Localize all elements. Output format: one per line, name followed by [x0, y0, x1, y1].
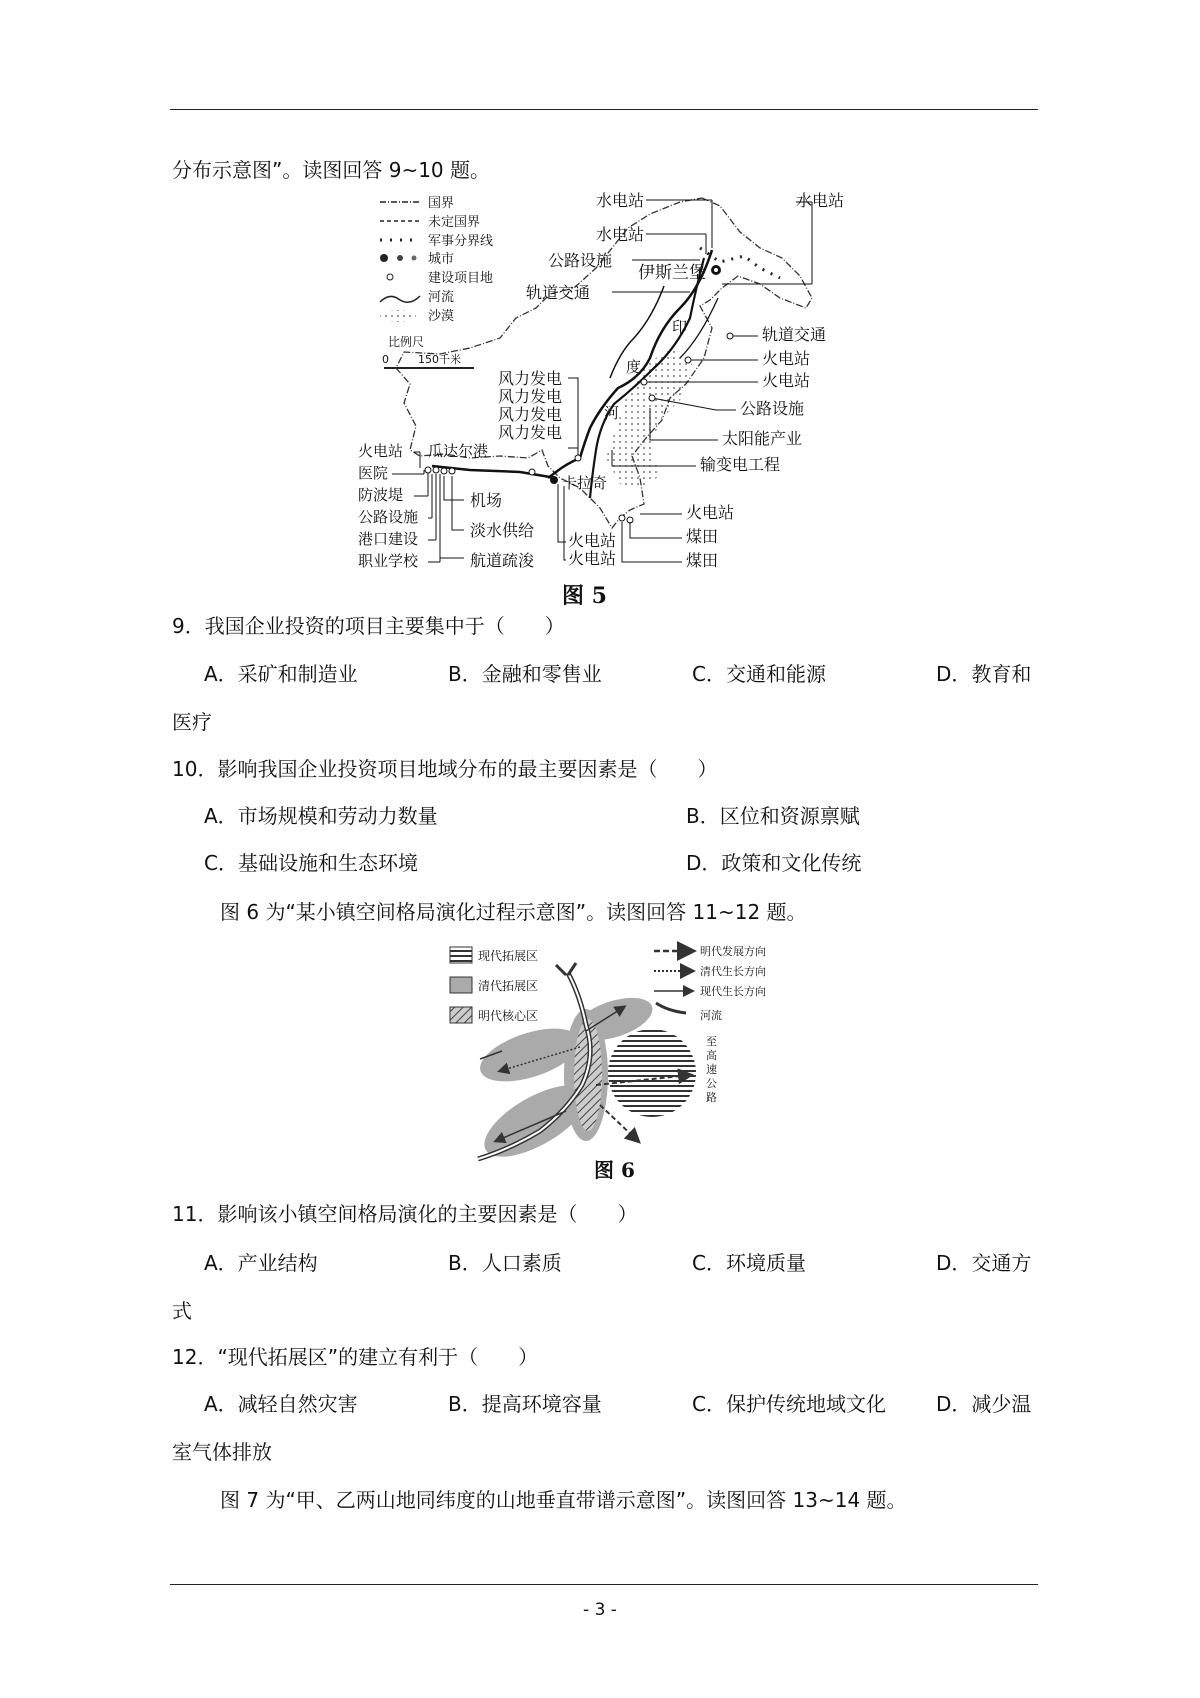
q9-option-d-continued: 医疗: [172, 710, 212, 734]
q12-option-c: C．保护传统地域文化: [692, 1392, 886, 1416]
label-thermal-r1: 火电站: [762, 349, 811, 368]
q10-option-b: B．区位和资源禀赋: [686, 804, 860, 828]
legend-item-5: 河流: [428, 290, 455, 305]
fig6-legend-left: [450, 947, 538, 1023]
svg-text:公: 公: [706, 1077, 717, 1090]
label-wind-1: 风力发电: [498, 369, 563, 388]
legend-qing-area: 清代拓展区: [478, 979, 539, 993]
legend-item-1: 未定国界: [428, 215, 481, 230]
q11-option-d: D．交通方: [936, 1251, 1032, 1275]
intro-fig6: 图 6 为“某小镇空间格局演化过程示意图”。读图回答 11~12 题。: [220, 900, 807, 924]
label-hydro-1: 水电站: [596, 191, 645, 210]
legend-item-3: 城市: [428, 252, 455, 267]
label-transmission: 输变电工程: [700, 455, 781, 474]
label-coalfield-1: 煤田: [686, 527, 719, 546]
label-thermal-s2: 火电站: [568, 549, 617, 568]
svg-text:至: 至: [706, 1035, 717, 1048]
label-wind-2: 风力发电: [498, 387, 563, 406]
port-gwadar: 瓜达尔港: [428, 442, 489, 460]
figure-6-town-diagram: [0, 935, 1200, 1185]
q10-stem: 10．影响我国企业投资项目地域分布的最主要因素是（ ）: [172, 757, 718, 781]
figure-5-caption: 图 5: [562, 583, 607, 609]
q11-option-c: C．环境质量: [692, 1251, 806, 1275]
label-airport: 机场: [470, 491, 503, 510]
fig5-bottom-labels: [440, 476, 534, 570]
legend-qing-direction: 清代生长方向: [700, 965, 766, 978]
q11-option-a: A．产业结构: [204, 1251, 318, 1275]
q12-option-d-continued: 室气体排放: [172, 1440, 272, 1464]
label-thermal-s1: 火电站: [568, 531, 617, 550]
scale-zero: 0: [382, 353, 389, 366]
legend-ming-direction: 明代发展方向: [700, 945, 766, 958]
fig5-top-labels: [526, 191, 844, 302]
city-islamabad: 伊斯兰堡: [638, 263, 706, 283]
label-solar: 太阳能产业: [722, 429, 803, 448]
fig6-highway-label: [706, 1035, 717, 1104]
legend-item-4: 建设项目地: [428, 271, 494, 286]
label-breakwater: 防波堤: [358, 486, 404, 504]
svg-text:高: 高: [706, 1049, 717, 1062]
svg-text:速: 速: [706, 1063, 717, 1076]
label-rail-right: 轨道交通: [762, 325, 827, 344]
q12-option-b: B．提高环境容量: [448, 1392, 602, 1416]
label-road-top: 公路设施: [548, 251, 613, 270]
fig5-south-labels: [558, 484, 616, 568]
label-water-supply: 淡水供给: [470, 521, 535, 540]
fig5-southeast-labels: [619, 503, 734, 570]
q11-option-b: B．人口素质: [448, 1251, 562, 1275]
modern-area: [608, 1029, 696, 1117]
label-dredging: 航道疏浚: [470, 551, 535, 570]
legend-modern-area: 现代拓展区: [478, 949, 539, 963]
label-port-construction: 港口建设: [358, 530, 419, 548]
legend-item-0: 国界: [428, 196, 455, 211]
q9-option-a: A．采矿和制造业: [204, 662, 358, 686]
label-thermal-left: 火电站: [358, 442, 404, 460]
q9-option-b: B．金融和零售业: [448, 662, 602, 686]
legend-river: 河流: [700, 1009, 722, 1022]
fig5-legend: [380, 196, 493, 368]
label-road-right: 公路设施: [740, 399, 805, 418]
intro-fig7: 图 7 为“甲、乙两山地同纬度的山地垂直带谱示意图”。读图回答 13~14 题。: [220, 1488, 907, 1512]
q9-option-d: D．教育和: [936, 662, 1032, 686]
label-wind-3: 风力发电: [498, 405, 563, 424]
label-wind-4: 风力发电: [498, 423, 563, 442]
figure-6-caption: 图 6: [594, 1158, 635, 1182]
label-thermal-r2: 火电站: [762, 371, 811, 390]
q11-option-d-continued: 式: [172, 1299, 192, 1323]
q12-option-a: A．减轻自然灾害: [204, 1392, 358, 1416]
label-thermal-se: 火电站: [686, 503, 735, 522]
q10-option-d: D．政策和文化传统: [686, 851, 862, 875]
fig6-legend-right: [654, 944, 766, 1022]
q10-option-c: C．基础设施和生态环境: [204, 851, 418, 875]
river-label-2: 度: [626, 358, 642, 376]
label-coalfield-2: 煤田: [686, 551, 719, 570]
figure-5-map: [0, 188, 1200, 618]
legend-item-6: 沙漠: [428, 309, 455, 324]
label-hospital: 医院: [358, 464, 389, 482]
label-vocational-school: 职业学校: [358, 552, 419, 570]
footer-rule: [170, 1584, 1038, 1585]
fig5-wind-labels: [498, 369, 581, 461]
intro-fig5: 分布示意图”。读图回答 9~10 题。: [172, 158, 491, 182]
scale-title: 比例尺: [388, 335, 425, 349]
city-karachi: 卡拉奇: [562, 474, 608, 492]
q12-stem: 12．“现代拓展区”的建立有利于（ ）: [172, 1345, 539, 1369]
q9-stem: 9．我国企业投资的项目主要集中于（ ）: [172, 614, 565, 638]
q10-option-a: A．市场规模和劳动力数量: [204, 804, 438, 828]
label-hydro-2: 水电站: [596, 225, 645, 244]
legend-ming-core: 明代核心区: [478, 1009, 539, 1023]
legend-modern-direction: 现代生长方向: [700, 985, 766, 998]
label-road-left: 公路设施: [358, 508, 419, 526]
page-number: - 3 -: [583, 1600, 617, 1620]
q9-option-c: C．交通和能源: [692, 662, 826, 686]
label-hydro-3: 水电站: [796, 191, 845, 210]
river-label-1: 印: [672, 318, 688, 336]
scale-value: 150千米: [418, 353, 461, 366]
river-label-3: 河: [604, 404, 620, 422]
legend-item-2: 军事分界线: [428, 234, 494, 249]
q11-stem: 11．影响该小镇空间格局演化的主要因素是（ ）: [172, 1202, 638, 1226]
q12-option-d: D．减少温: [936, 1392, 1032, 1416]
header-rule: [170, 109, 1038, 110]
svg-text:路: 路: [706, 1091, 717, 1104]
label-rail-top: 轨道交通: [526, 283, 591, 302]
